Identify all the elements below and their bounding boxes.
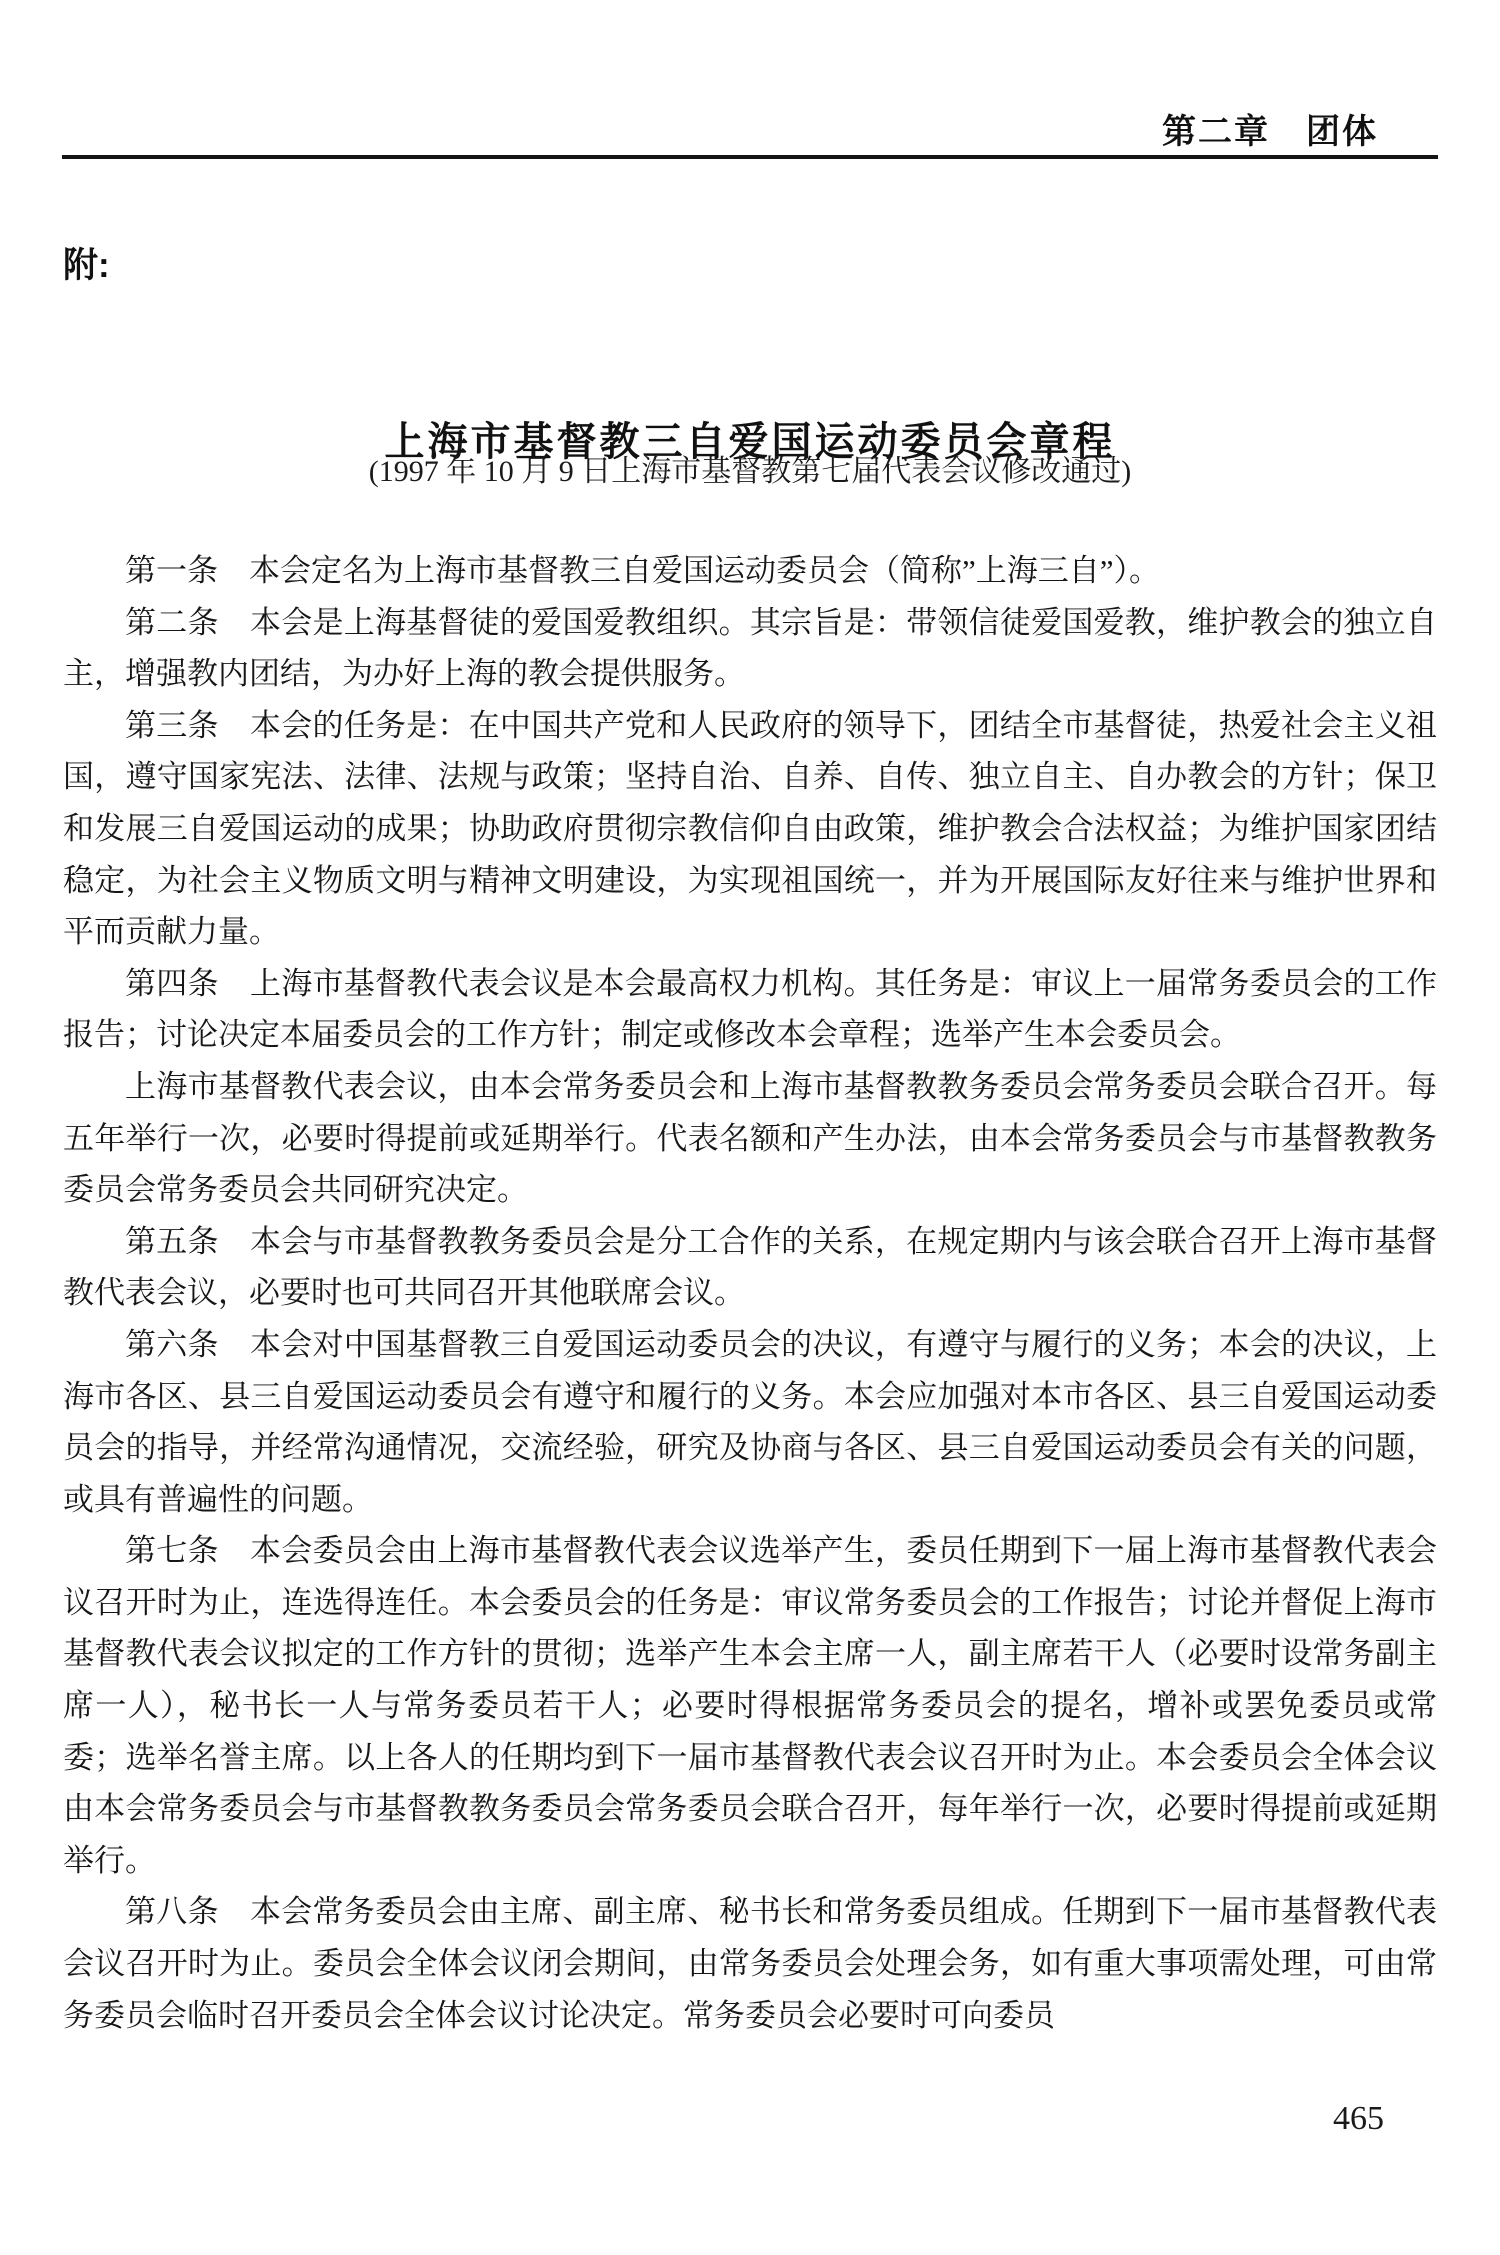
article-2-paragraph: 第二条 本会是上海基督徒的爱国爱教组织。其宗旨是：带领信徒爱国爱教，维护教会的独立自主，增强教内团结，为办好上海的教会提供服务。 [63, 604, 1437, 692]
article-1-paragraph: 第一条 本会定名为上海市基督教三自爱国运动委员会（简称”上海三自”）。 [125, 553, 1161, 588]
running-header: 第二章 团体 [1162, 113, 1378, 151]
article-3-paragraph: 第三条 本会的任务是：在中国共产党和人民政府的领导下，团结全市基督徒，热爱社会主义祖国，遵守国家宪法、法律、法规与政策；坚持自治、自养、自传、独立自主、自办教会的方针；保卫和发展三自爱国运动的成果；协助政府贯彻宗教信仰自由政策，维护教会合法权益；为维护国家团结稳定，为社会主义物质文明与精神文明建设，为实现祖国统一，并为开展国际友好往来与维护世界和平而贡献力量。 [63, 707, 1437, 950]
article-8-paragraph: 第八条 本会常务委员会由主席、副主席、秘书长和常务委员组成。任期到下一届市基督教代表会议召开时为止。委员会全体会议闭会期间，由常务委员会处理会务，如有重大事项需处理，可由常务委员会临时召开委员会全体会议讨论决定。常务委员会必要时可向委员 [63, 1894, 1437, 2033]
document-body [63, 545, 1437, 2041]
article-5-paragraph: 第五条 本会与市基督教教务委员会是分工合作的关系，在规定期内与该会联合召开上海市基督教代表会议，必要时也可共同召开其他联席会议。 [63, 1223, 1437, 1311]
document-subtitle: (1997 年 10 月 9 日上海市基督教第七届代表会议修改通过) [368, 455, 1132, 488]
article-4-continuation-paragraph: 上海市基督教代表会议，由本会常务委员会和上海市基督教教务委员会常务委员会联合召开。每五年举行一次，必要时得提前或延期举行。代表名额和产生办法，由本会常务委员会与市基督教教务委员会常务委员会共同研究决定。 [63, 1068, 1437, 1208]
article-4-paragraph: 第四条 上海市基督教代表会议是本会最高权力机构。其任务是：审议上一届常务委员会的工作报告；讨论决定本届委员会的工作方针；制定或修改本会章程；选举产生本会委员会。 [63, 965, 1437, 1053]
page-number: 465 [1333, 2100, 1384, 2137]
document-title: 上海市基督教三自爱国运动委员会章程 [384, 419, 1116, 464]
attachment-label: 附: [63, 246, 110, 285]
article-6-paragraph: 第六条 本会对中国基督教三自爱国运动委员会的决议，有遵守与履行的义务；本会的决议，上海市各区、县三自爱国运动委员会有遵守和履行的义务。本会应加强对本市各区、县三自爱国运动委员会的指导，并经常沟通情况，交流经验，研究及协商与各区、县三自爱国运动委员会有关的问题，或具有普遍性的问题。 [63, 1326, 1437, 1517]
article-7-paragraph: 第七条 本会委员会由上海市基督教代表会议选举产生，委员任期到下一届上海市基督教代表会议召开时为止，连选得连任。本会委员会的任务是：审议常务委员会的工作报告；讨论并督促上海市基督教代表会议拟定的工作方针的贯彻；选举产生本会主席一人，副主席若干人（必要时设常务副主席一人），秘书长一人与常务委员若干人；必要时得根据常务委员会的提名，增补或罢免委员或常委；选举名誉主席。以上各人的任期均到下一届市基督教代表会议召开时为止。本会委员会全体会议由本会常务委员会与市基督教教务委员会常务委员会联合召开，每年举行一次，必要时得提前或延期举行。 [63, 1533, 1437, 1878]
header-rule [62, 155, 1438, 159]
